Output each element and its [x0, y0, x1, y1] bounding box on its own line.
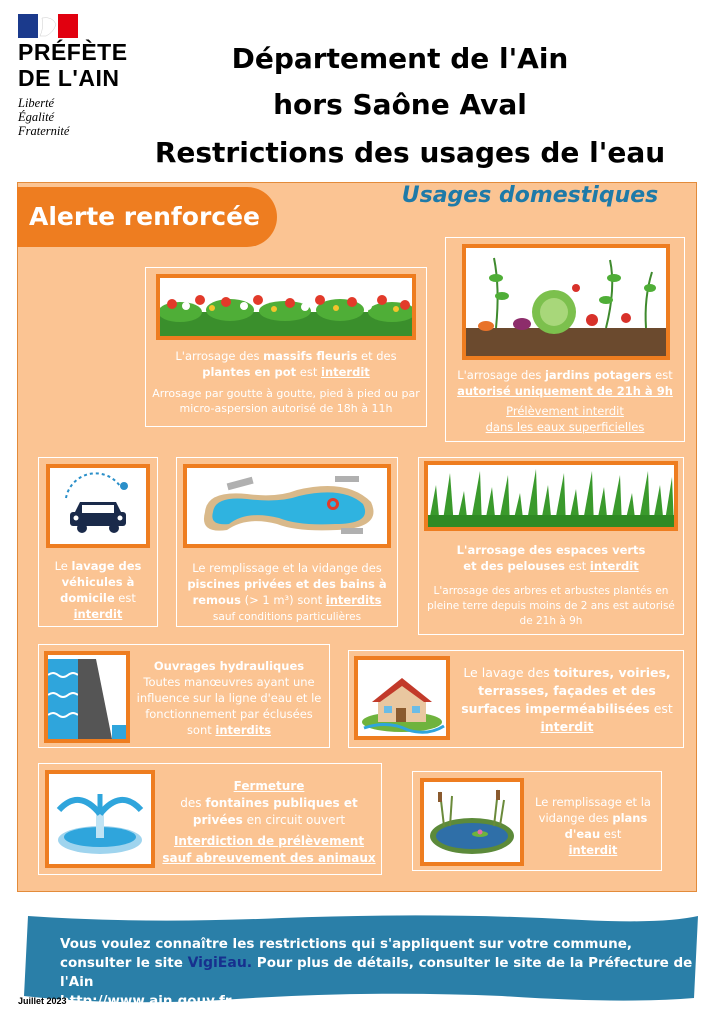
pond-text-plans: plans d'eau [564, 811, 648, 841]
org-name-line2: DE L'AIN [18, 65, 120, 91]
ponds-text [530, 794, 656, 858]
prefecture-url-link[interactable]: http://www.ain.gouv.fr [60, 993, 232, 1009]
veg-text-autorise: autorisé uniquement de 21h à 9h [457, 384, 673, 398]
house-icon [358, 660, 446, 736]
house-image [354, 656, 450, 740]
marianne-logo-icon [18, 14, 78, 38]
motto-egalite: Égalité [18, 110, 55, 124]
pool-image [183, 464, 391, 548]
grass-icon [428, 465, 674, 527]
vegetable-garden-image [462, 244, 670, 360]
car-wash-image [46, 464, 150, 548]
flowers-icon [160, 278, 412, 336]
flower-text-mid2: est [296, 365, 321, 379]
title-line2: hors Saône Aval [273, 88, 527, 121]
pond-text-pre: Le remplissage et la vidange des [535, 795, 651, 825]
fountains-text [160, 778, 378, 867]
hydraulic-body: Toutes manœuvres ayant une influence sur la ligne d'eau et le fonctionnement par éclusées sont [136, 675, 322, 737]
pools-text [180, 560, 394, 625]
title-line3: Restrictions des usages de l'eau [154, 136, 666, 169]
veg-text-pre: L'arrosage des [457, 368, 545, 382]
vigieau-link[interactable]: VigiEau. [187, 955, 253, 971]
pool-icon [187, 468, 387, 544]
info-line2: Pour plus de détails, consulter le site de la Préfecture de l'Ain [60, 955, 693, 990]
car-text-pre: Le [54, 559, 72, 573]
pool-text-note: sauf conditions particulières [212, 611, 362, 623]
pond-image [420, 778, 524, 866]
car-text-mid: est [114, 591, 136, 605]
lawn-text-espaces: L'arrosage des espaces verts [456, 543, 646, 557]
fountain-image [45, 770, 155, 868]
lawn-image [424, 461, 678, 531]
roof-text-mid: est [649, 701, 673, 716]
subtitle-usages: Usages domestiques [401, 183, 659, 208]
car-wash-icon [50, 468, 146, 544]
pond-text-mid: est [600, 827, 622, 841]
veg-text-prelevement: Prélèvement interdit [506, 404, 624, 418]
fountain-text-fermeture: Fermeture [233, 779, 305, 793]
pool-text-interdits: interdits [325, 593, 382, 607]
republic-motto [18, 96, 69, 138]
flower-beds-note: Arrosage par goutte à goutte, pied à pied ou par micro-aspersion autorisé de 18h à 11h [152, 387, 420, 415]
roof-text-pre: Le lavage des [463, 665, 554, 680]
flower-text-plantes: plantes en pot [202, 365, 297, 379]
lawn-text-interdit: interdit [589, 559, 639, 573]
flower-bed-image [156, 274, 416, 340]
fountain-text-fontaines: fontaines publiques et privées [192, 796, 358, 827]
pool-text-mid: (> 1 m³) sont [240, 593, 326, 607]
fountain-text-mid: en circuit ouvert [242, 813, 346, 827]
car-text-interdit: interdit [73, 607, 123, 621]
roofs-text [454, 664, 680, 736]
motto-liberte: Liberté [18, 96, 55, 110]
lawns-text [422, 542, 680, 574]
publication-date: Juillet 2023 [18, 996, 67, 1006]
alert-level-badge: Alerte renforcée [17, 187, 277, 247]
pond-text-interdit: interdit [568, 843, 618, 857]
vegetable-gardens-text [450, 367, 680, 435]
fountain-icon [49, 774, 151, 864]
flower-text-interdit: interdit [321, 365, 370, 379]
flower-text-pre: L'arrosage des [175, 349, 264, 363]
dam-icon [48, 655, 126, 739]
roof-text-toitures: toitures, voiries, terrasses, façades et des surfaces imperméabilisées [461, 665, 671, 716]
fountain-text-interdiction: Interdiction de prélèvement [173, 834, 365, 848]
hydraulic-interdits: interdits [215, 723, 272, 737]
title-line1: Département de l'Ain [231, 42, 569, 75]
vegetables-icon [466, 248, 666, 356]
lawn-text-pelouses: et des pelouses [463, 559, 566, 573]
info-line1: Vous voulez connaître les restrictions qui s'appliquent sur votre commune, consulter le site [60, 936, 632, 971]
pool-text-piscines: piscines privées et des bains à remous [187, 577, 387, 607]
dam-image [44, 651, 130, 743]
hydraulic-title: Ouvrages hydrauliques [153, 659, 305, 673]
vehicle-wash-text [42, 558, 154, 622]
org-name-line1: PRÉFÈTE [18, 39, 128, 65]
lawn-text-mid: est [565, 559, 590, 573]
lawns-note: L'arrosage des arbres et arbustes plantés en pleine terre depuis moins de 2 ans est autorisé de 21h à 9h [427, 585, 675, 627]
fountain-text-pre: des [180, 796, 206, 810]
veg-text-jardins: jardins potagers [544, 368, 652, 382]
fountain-text-sauf: sauf abreuvement des animaux [162, 851, 376, 865]
flower-text-mid: et des [357, 349, 397, 363]
car-text-lavage: lavage des véhicules à domicile [60, 559, 142, 605]
flower-text-massifs: massifs fleuris [263, 349, 358, 363]
info-text [60, 935, 700, 1011]
motto-fraternite: Fraternité [18, 124, 70, 138]
hydraulic-text [134, 658, 324, 738]
pond-icon [424, 782, 520, 862]
pool-text-pre: Le remplissage et la vidange des [192, 561, 382, 575]
roof-text-interdit: interdit [540, 719, 594, 734]
flower-beds-text [150, 348, 422, 380]
veg-text-mid: est [651, 368, 673, 382]
veg-text-eaux: dans les eaux superficielles [485, 420, 645, 434]
